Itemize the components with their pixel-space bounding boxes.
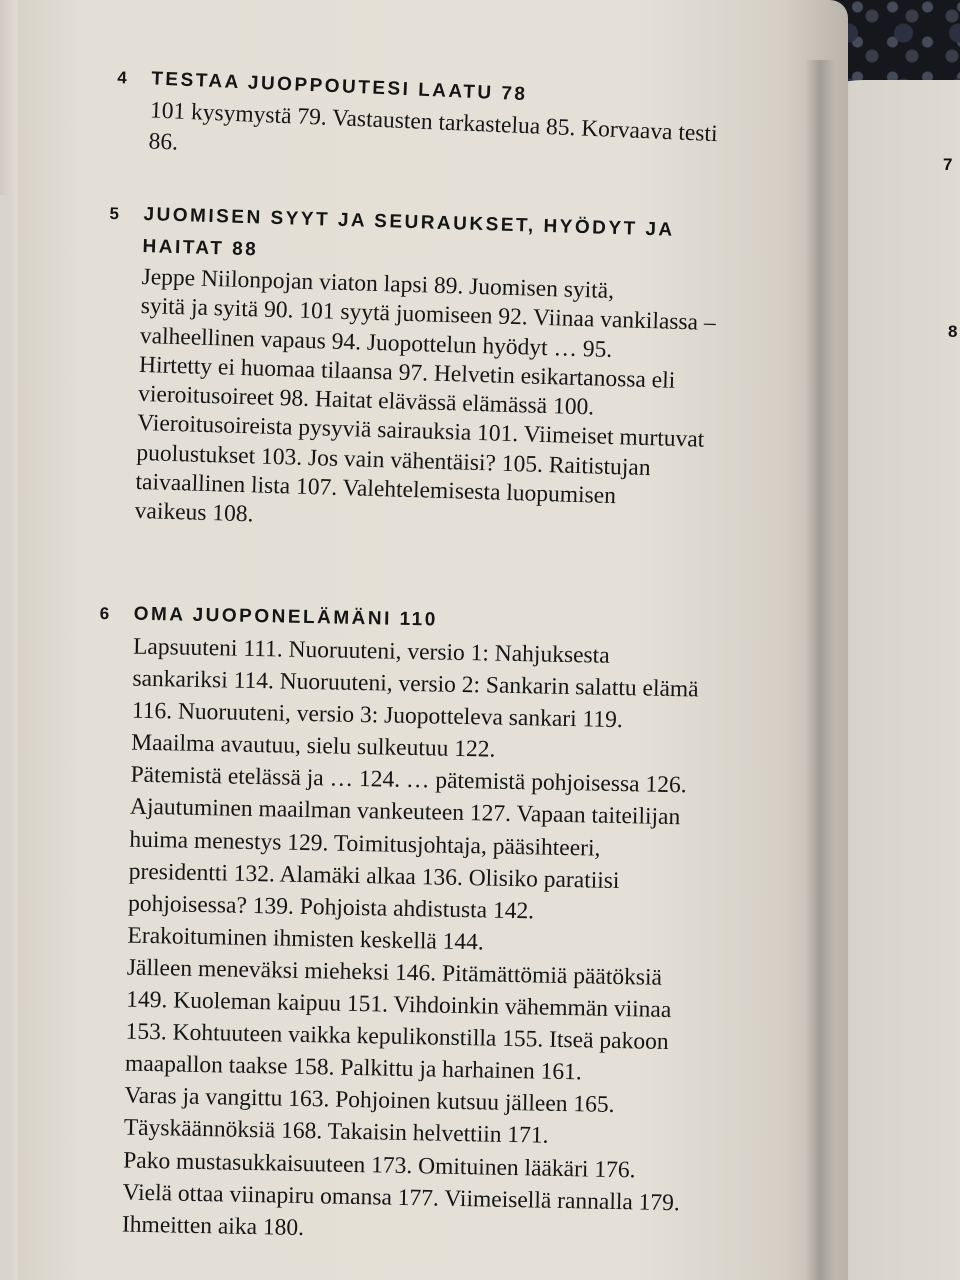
gutter-shadow — [805, 60, 835, 1280]
right-page-number-7: 7 — [943, 155, 953, 174]
chapter-contents: 101 kysymystä 79. Vastausten tarkastelua 85. Korvaava testi 86. — [148, 97, 719, 156]
chapter-title: TESTAA JUOPPOUTESI LAATU 78 — [150, 68, 528, 106]
chapter-number: 6 — [99, 603, 110, 624]
chapter-contents: Lapsuuteni 111. Nuoruuteni, versio 1: Nahjuksesta sankariksi 114. Nuoruuteni, versio 2: Sankarin salattu elämä 116. Nuoruuteni, versio 3: Juopotteleva sankari 119. Maailma avautuu, sielu sulkeutuu 122. Pätemistä etelässä ja … 124. … pätemistä pohjoisessa 126. Ajautuminen maailman vankeuteen 127. Vapaan taiteilijan huima menestys 129. Toimitusjohtaja, pääsihteeri, presidentti 132. Alamäki alkaa 136. Olisiko paratiisi pohjoisessa? 139. Pohjoista ahdistusta 142. Erakoituminen ihmisten keskellä 144. Jälleen meneväksi mieheksi 146. Pitämättömiä päätöksiä 149. Kuoleman kaipuu 151. Vihdoinkin vähemmän viinaa 153. Kohtuuteen vaikka kepulikonstilla 155. Itseä pakoon maapallon taakse 158. Palkittu ja harhainen 161. Varas ja vangittu 163. Pohjoinen kutsuu jälleen 165. Täyskäännöksiä 168. Takaisin helvettiin 171. Pako mustasukkaisuuteen 173. Omituinen lääkäri 176. Vielä ottaa viinapiru omansa 177. Viimeisellä rannalla 179. Ihmeitten aika 180. — [121, 633, 699, 1241]
chapter-number: 4 — [116, 67, 128, 88]
chapter-contents: Jeppe Niilonpojan viaton lapsi 89. Juomisen syitä, syitä ja syitä 90. 101 syytä juomiseen 92. Viinaa vankilassa – valheellinen vapaus 94. Juopottelun hyödyt … 95. Hirtetty ei huomaa tilaansa 97. Helvetin esikartanossa eli vieroitusoireet 98. Haitat elävässä elämässä 100. Vieroitusoireista pysyviä sairauksia 101. Viimeiset murtuvat puolustukset 103. Jos vain vähentäisi? 105. Raitistujan taivaallinen lista 107. Valehtelemisesta luopumisen vaikeus 108. — [134, 263, 717, 528]
chapter-6-entry — [88, 598, 760, 1252]
chapter-title: OMA JUOPONELÄMÄNI 110 — [133, 603, 438, 631]
chapter-number: 5 — [109, 203, 120, 224]
left-page-edge — [0, 195, 10, 1280]
right-page-number-8: 8 — [948, 322, 958, 341]
chapter-5-entry — [100, 198, 769, 545]
chapter-title: JUOMISEN SYYT JA SEURAUKSET, HYÖDYT JA HAITAT 88 — [142, 204, 675, 261]
